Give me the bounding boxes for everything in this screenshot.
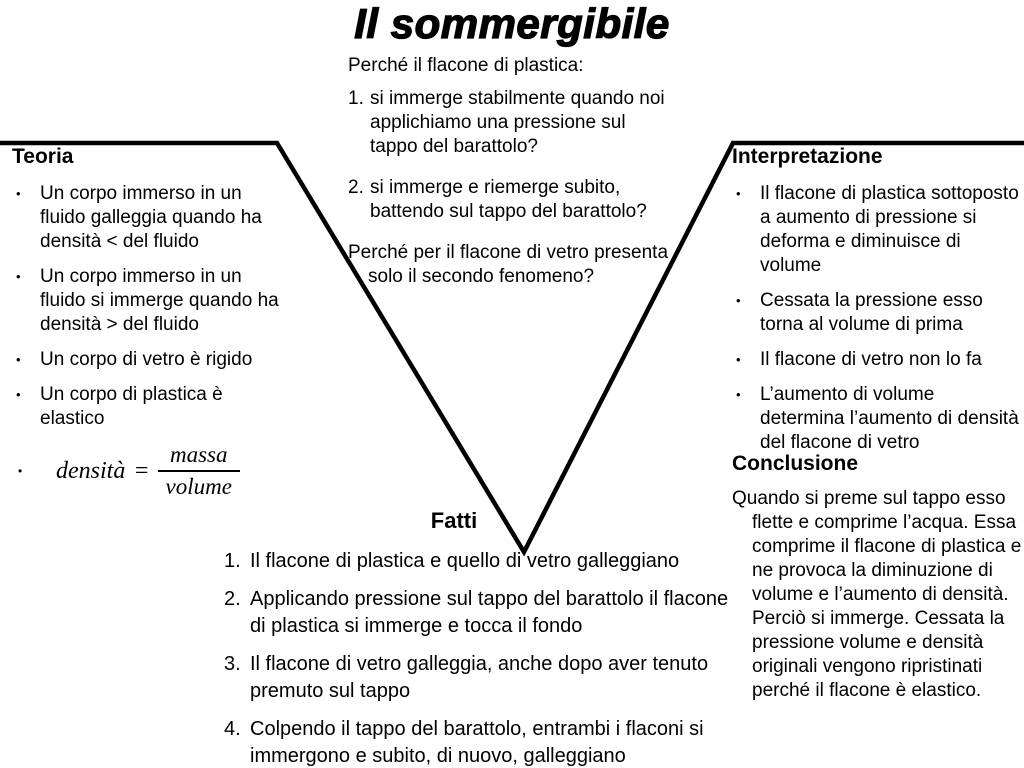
fact-number: 1.: [224, 550, 241, 572]
formula-expression: [42, 442, 240, 500]
question-item: [348, 176, 670, 224]
bullet-marker: •: [16, 269, 21, 284]
formula-denominator: volume: [165, 474, 232, 499]
bullet-marker: •: [736, 293, 741, 308]
interpretation-heading: Interpretazione: [732, 145, 883, 168]
theory-bullet-text: Un corpo immerso in un fluido galleggia quando ha densità < del fluido: [40, 183, 262, 252]
bullet-marker: •: [736, 186, 741, 201]
fact-number: 2.: [224, 588, 241, 610]
list-item: [12, 383, 284, 431]
page-title: Il sommergibile: [354, 0, 670, 47]
fact-item: [224, 586, 732, 640]
question-text: si immerge e riemerge subito, battendo sul tappo del barattolo?: [370, 177, 647, 222]
list-item: [12, 265, 284, 337]
formula-lhs: densità: [56, 458, 126, 484]
bullet-marker: •: [16, 186, 21, 201]
question-intro: Perché il flacone di plastica:: [348, 55, 584, 76]
interpretation-bullet-text: L’aumento di volume determina l’aumento di densità del flacone di vetro: [760, 384, 1019, 453]
list-item: [732, 182, 1022, 278]
bullet-marker: •: [16, 352, 21, 367]
list-item: [12, 348, 284, 372]
theory-bullet-text: Un corpo di plastica è elastico: [40, 384, 223, 429]
bullet-marker: •: [736, 387, 741, 402]
density-formula: [12, 442, 284, 500]
theory-bullet-text: Un corpo di vetro è rigido: [40, 349, 253, 370]
list-item: [732, 383, 1022, 455]
theory-section: [12, 144, 284, 500]
fact-text: Applicando pressione sul tappo del barattolo il flacone di plastica si immerge e tocca il fondo: [250, 588, 729, 637]
formula-fraction: [158, 442, 240, 500]
facts-section: [224, 508, 732, 768]
list-item: [732, 289, 1022, 337]
fact-text: Colpendo il tappo del barattolo, entrambi i flaconi si immergono e subito, di nuovo, galleggiano: [250, 718, 704, 767]
fact-item: [224, 716, 732, 768]
conclusion-heading: Conclusione: [732, 452, 859, 475]
question-text: si immerge stabilmente quando noi applichiamo una pressione sul tappo del barattolo?: [370, 88, 665, 157]
fact-text: Il flacone di plastica e quello di vetro galleggiano: [250, 550, 680, 572]
bullet-marker: •: [16, 387, 21, 402]
question-number: 2.: [348, 177, 364, 198]
theory-heading: Teoria: [12, 145, 74, 168]
formula-equals: =: [133, 458, 150, 484]
bullet-marker: •: [736, 352, 741, 367]
fact-number: 3.: [224, 653, 241, 675]
interpretation-bullet-text: Cessata la pressione esso torna al volume di prima: [760, 290, 983, 335]
fact-item: [224, 651, 732, 705]
facts-heading: Fatti: [430, 508, 478, 533]
list-item: [732, 348, 1022, 372]
question-outro: Perché per il flacone di vetro presenta solo il secondo fenomeno?: [348, 242, 669, 287]
interpretation-bullet-text: Il flacone di vetro non lo fa: [760, 349, 982, 370]
bullet-marker: •: [18, 464, 23, 478]
question-number: 1.: [348, 88, 364, 109]
interpretation-bullet-text: Il flacone di plastica sottoposto a aumento di pressione si deforma e diminuisce di volume: [760, 183, 1019, 276]
conclusion-section: [732, 451, 1024, 703]
fact-text: Il flacone di vetro galleggia, anche dopo aver tenuto premuto sul tappo: [250, 653, 709, 702]
fact-item: [224, 548, 732, 575]
focus-questions-section: [348, 54, 670, 289]
interpretation-section: [732, 144, 1022, 466]
formula-numerator: massa: [158, 442, 240, 472]
list-item: [12, 182, 284, 254]
question-item: [348, 87, 670, 159]
theory-bullet-text: Un corpo immerso in un fluido si immerge quando ha densità > del fluido: [40, 266, 279, 335]
conclusion-text: Quando si preme sul tappo esso flette e comprime l’acqua. Essa comprime il flacone di plastica e ne provoca la diminuzione di volume e l’aumento di densità. Perciò si immerge. Cessata la pressione volume e densità originali vengono ripristinati perché il flacone è elastico.: [732, 488, 1022, 701]
fact-number: 4.: [224, 718, 241, 740]
